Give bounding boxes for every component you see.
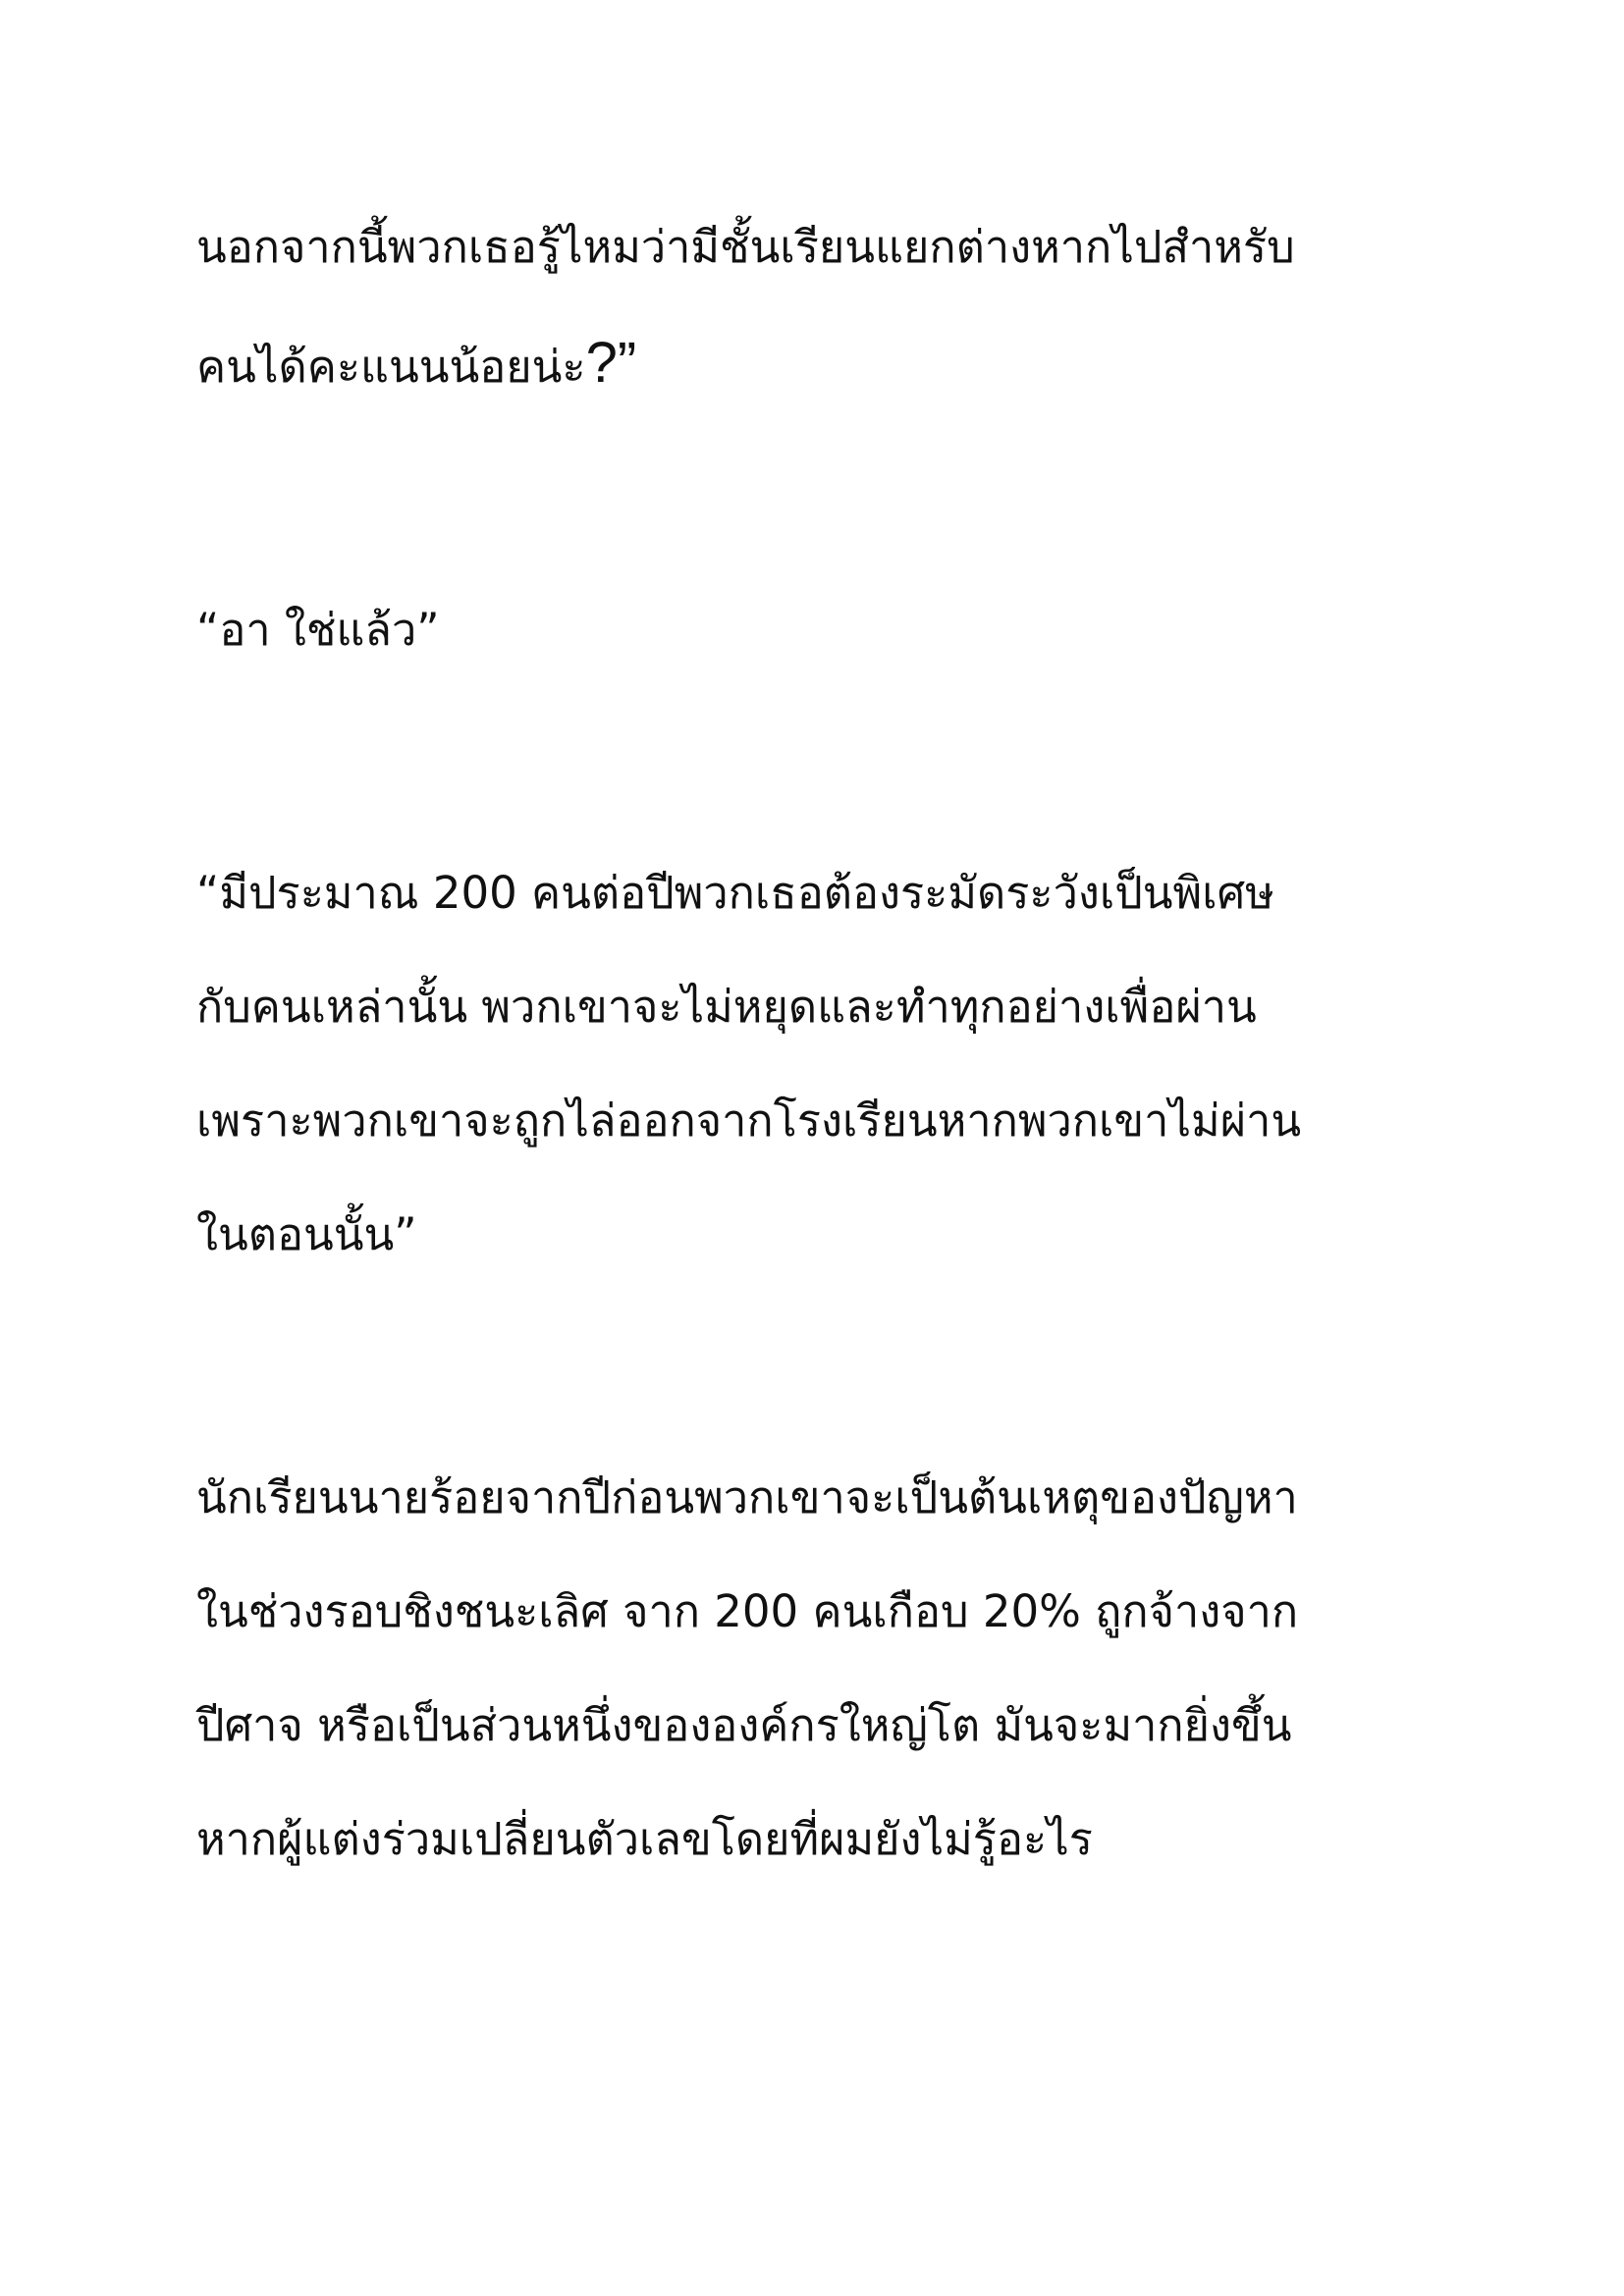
paragraph-1-line-2-text: คนได้คะแนนน้อยน่ะ bbox=[196, 341, 586, 393]
paragraph-3-line-2: กับคนเหล่านั้น พวกเขาจะไม่หยุดและทำทุกอย่างเพื่อผ่าน bbox=[196, 981, 1257, 1033]
paragraph-3-line-4: ในตอนนั้น” bbox=[196, 1208, 417, 1260]
paragraph-1-end-mark: ?” bbox=[585, 331, 637, 395]
paragraph-3-line-1: “มีประมาณ 200 คนต่อปีพวกเธอต้องระมัดระวังเป็นพิเศษ bbox=[196, 867, 1274, 919]
paragraph-3-line-3: เพราะพวกเขาจะถูกไล่ออกจากโรงเรียนหากพวกเขาไม่ผ่าน bbox=[196, 1095, 1302, 1147]
paragraph-4-line-1: นักเรียนนายร้อยจากปีก่อนพวกเขาจะเป็นต้นเหตุของปัญหา bbox=[196, 1471, 1298, 1523]
paragraph-4-line-2: ในช่วงรอบชิงชนะเลิศ จาก 200 คนเกือบ 20% ถูกจ้างจาก bbox=[196, 1585, 1299, 1637]
paragraph-4-line-4: หากผู้แต่งร่วมเปลี่ยนตัวเลขโดยที่ผมยังไม่รู้อะไร bbox=[196, 1813, 1093, 1865]
paragraph-1-line-2 bbox=[196, 324, 636, 406]
paragraph-2-line-1: “อา ใช่แล้ว” bbox=[196, 604, 440, 656]
paragraph-4-line-3: ปีศาจ หรือเป็นส่วนหนึ่งขององค์กรใหญ่โต มันจะมากยิ่งขึ้น bbox=[196, 1699, 1292, 1751]
paragraph-1-line-1: นอกจากนี้พวกเธอรู้ไหมว่ามีชั้นเรียนแยกต่างหากไปสำหรับ bbox=[196, 221, 1295, 273]
